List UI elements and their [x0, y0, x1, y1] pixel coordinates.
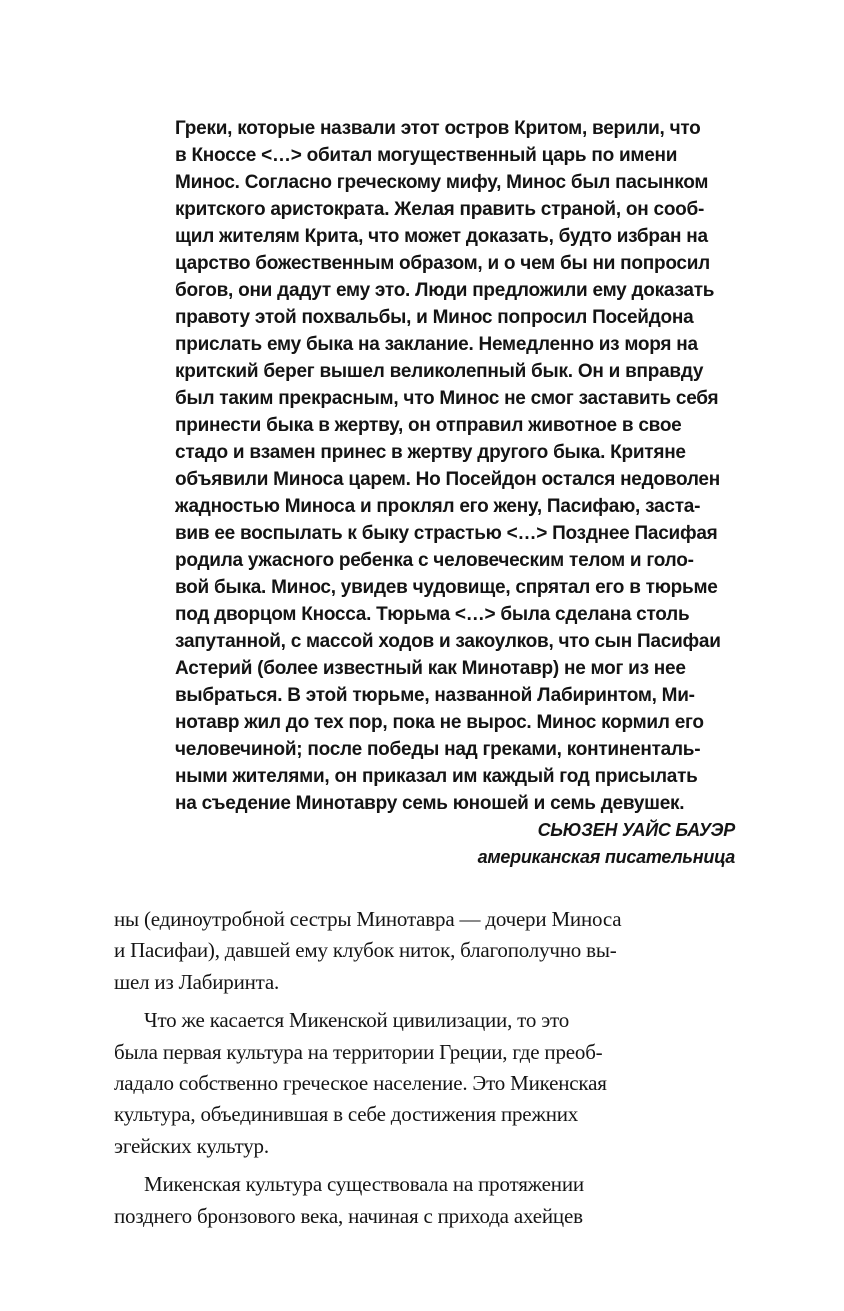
epigraph-line: царство божественным образом, и о чем бы ни попросил: [175, 253, 711, 274]
epigraph-line: вив ее воспылать к быку страстью <…> Позднее Пасифая: [175, 523, 718, 544]
epigraph: [175, 115, 735, 871]
epigraph-line: человечиной; после победы над греками, континенталь-: [175, 739, 701, 760]
epigraph-author-role: американская писательница: [477, 847, 735, 867]
epigraph-line: правоту этой похвальбы, и Минос попросил Посейдона: [175, 307, 694, 328]
text-line: ладало собственно греческое население. Это Микенская: [114, 1071, 607, 1096]
paragraph: [114, 904, 640, 998]
epigraph-line: критский берег вышел великолепный бык. Он и вправду: [175, 361, 704, 382]
paragraph: [114, 1169, 640, 1232]
text-line: эгейских культур.: [114, 1133, 269, 1158]
epigraph-line: выбраться. В этой тюрьме, названной Лабиринтом, Ми-: [175, 685, 695, 706]
body-text: [114, 904, 640, 1232]
epigraph-line: Минос. Согласно греческому мифу, Минос был пасынком: [175, 172, 709, 193]
epigraph-line: на съедение Минотавру семь юношей и семь девушек.: [175, 793, 685, 814]
epigraph-line: щил жителям Крита, что может доказать, будто избран на: [175, 226, 708, 247]
epigraph-line: критского аристократа. Желая править страной, он сооб-: [175, 199, 705, 220]
epigraph-line: в Кноссе <…> обитал могущественный царь по имени: [175, 145, 678, 166]
epigraph-line: принести быка в жертву, он отправил животное в свое: [175, 415, 682, 436]
epigraph-line: прислать ему быка на заклание. Немедленно из моря на: [175, 334, 698, 355]
epigraph-line: вой быка. Минос, увидев чудовище, спрятал его в тюрьме: [175, 577, 718, 598]
epigraph-line: ными жителями, он приказал им каждый год присылать: [175, 766, 698, 787]
epigraph-line: был таким прекрасным, что Минос не смог заставить себя: [175, 388, 719, 409]
epigraph-line: Астерий (более известный как Минотавр) не мог из нее: [175, 658, 686, 679]
epigraph-line: Греки, которые назвали этот остров Критом, верили, что: [175, 118, 701, 139]
epigraph-line: жадностью Миноса и проклял его жену, Пасифаю, заста-: [175, 496, 701, 517]
epigraph-line: богов, они дадут ему это. Люди предложили ему доказать: [175, 280, 715, 301]
epigraph-line: стадо и взамен принес в жертву другого быка. Критяне: [175, 442, 686, 463]
epigraph-line: под дворцом Кносса. Тюрьма <…> была сделана столь: [175, 604, 690, 625]
epigraph-line: нотавр жил до тех пор, пока не вырос. Минос кормил его: [175, 712, 704, 733]
epigraph-line: запутанной, с массой ходов и закоулков, что сын Пасифаи: [175, 631, 721, 652]
epigraph-line: объявили Миноса царем. Но Посейдон остался недоволен: [175, 469, 720, 490]
text-line: культура, объединившая в себе достижения прежних: [114, 1102, 579, 1127]
text-line: шел из Лабиринта.: [114, 969, 280, 994]
text-line: и Пасифаи), давшей ему клубок ниток, благополучно вы-: [114, 938, 617, 963]
epigraph-author: СЬЮЗЕН УАЙС БАУЭР: [537, 820, 735, 840]
paragraph: [114, 1005, 640, 1162]
text-line: позднего бронзового века, начиная с прихода ахейцев: [114, 1203, 583, 1228]
epigraph-line: родила ужасного ребенка с человеческим телом и голо-: [175, 550, 694, 571]
text-line: была первая культура на территории Греции, где преоб-: [114, 1039, 603, 1064]
text-line: Что же касается Микенской цивилизации, то это: [144, 1008, 570, 1033]
text-line: Микенская культура существовала на протяжении: [144, 1172, 584, 1197]
text-line: ны (единоутробной сестры Минотавра — дочери Миноса: [114, 907, 622, 931]
